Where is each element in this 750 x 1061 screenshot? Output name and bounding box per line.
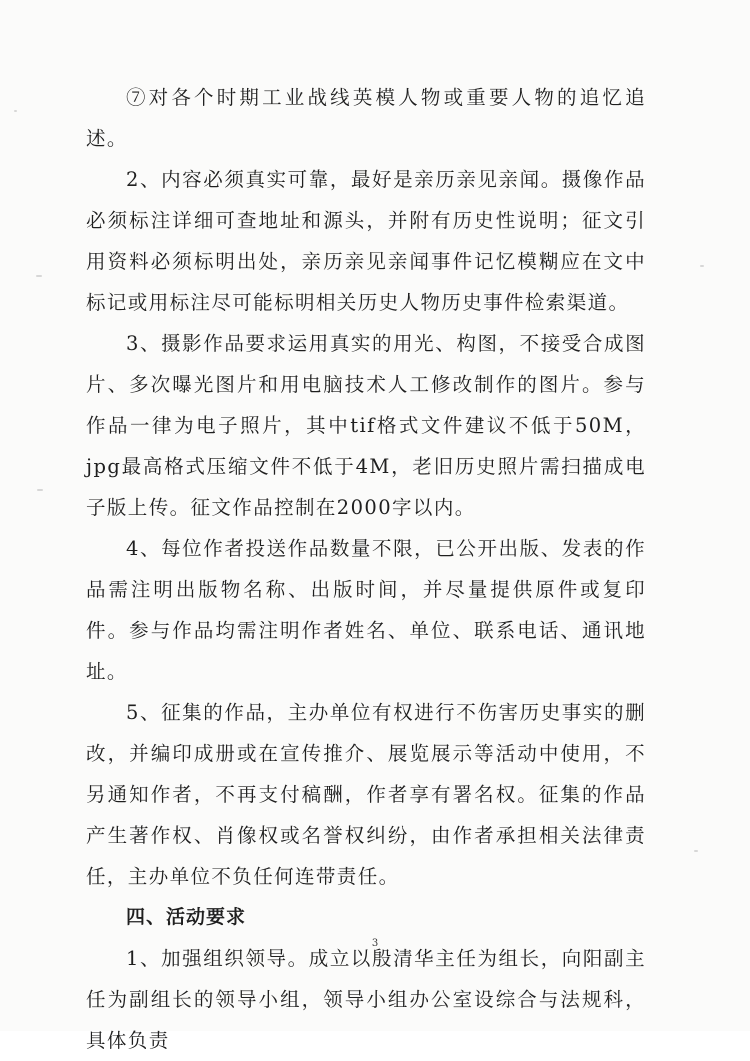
page-number: 3 <box>371 938 379 949</box>
paragraph-requirement-5: 5、征集的作品，主办单位有权进行不伤害历史事实的删改，并编印成册或在宣传推介、展览展示等活动中使用，不另通知作者，不再支付稿酬，作者享有署名权。征集的作品产生著作权、肖像权或名誉权纠纷，由作者承担相关法律责任，主办单位不负任何连带责任。 <box>86 701 646 888</box>
paragraph-requirement-3: 3、摄影作品要求运用真实的用光、构图，不接受合成图片、多次曝光图片和用电脑技术人工修改制作的图片。参与作品一律为电子照片，其中tif格式文件建议不低于50M，jpg最高格式压缩文件不低于4M，老旧历史照片需扫描成电子版上传。征文作品控制在2000字以内。 <box>86 332 646 519</box>
paragraph-requirement-2: 2、内容必须真实可靠，最好是亲历亲见亲闻。摄像作品必须标注详细可查地址和源头，并附有历史性说明；征文引用资料必须标明出处，亲历亲见亲闻事件记忆模糊应在文中标记或用标注尽可能标明相关历史人物历史事件检索渠道。 <box>86 168 646 314</box>
paragraph-item-7: ⑦对各个时期工业战线英模人物或重要人物的追忆追述。 <box>86 86 646 150</box>
document-body <box>86 77 646 1061</box>
paragraph-requirement-4: 4、每位作者投送作品数量不限，已公开出版、发表的作品需注明出版物名称、出版时间，并尽量提供原件或复印件。参与作品均需注明作者姓名、单位、联系电话、通讯地址。 <box>86 537 646 683</box>
section-heading: 四、活动要求 <box>126 906 247 928</box>
paragraph-activity-1: 1、加强组织领导。成立以殷清华主任为组长，向阳副主任为副组长的领导小组，领导小组办公室设综合与法规科，具体负责 <box>86 947 646 1052</box>
